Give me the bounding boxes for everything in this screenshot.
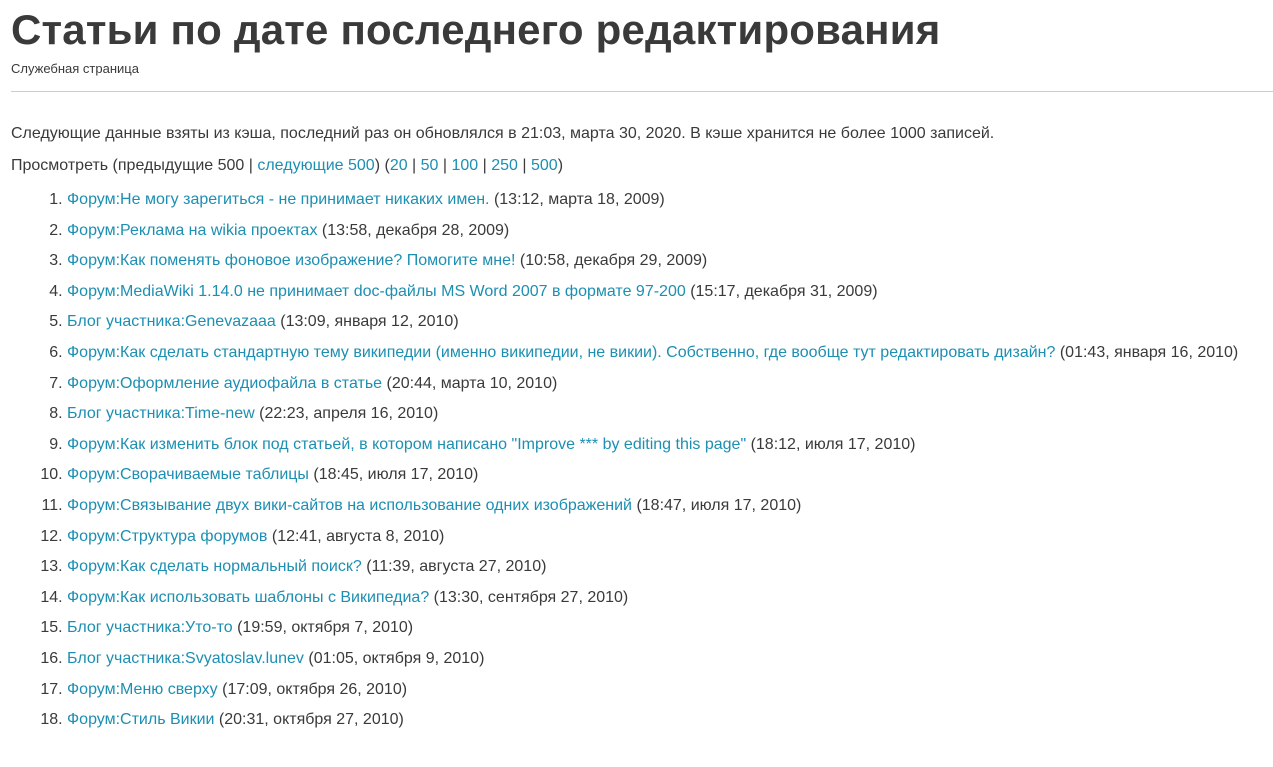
article-link[interactable]: Блог участника:Svyatoslav.lunev	[67, 649, 304, 667]
article-link[interactable]: Форум:Связывание двух вики-сайтов на использование одних изображений	[67, 496, 632, 514]
header-divider	[11, 91, 1273, 92]
limit-separator: |	[407, 157, 421, 174]
article-link[interactable]: Форум:Как изменить блок под статьей, в котором написано "Improve *** by editing this page"	[67, 435, 747, 453]
article-date: (13:12, марта 18, 2009)	[493, 191, 665, 208]
article-link[interactable]: Форум:Как сделать стандартную тему википедии (именно википедии, не викии). Собственно, где вообще тут редактировать дизайн?	[67, 343, 1056, 361]
article-date: (01:43, января 16, 2010)	[1059, 343, 1239, 361]
article-link[interactable]: Форум:Не могу зарегиться - не принимает никаких имен.	[67, 191, 490, 208]
limit-20-link[interactable]: 20	[389, 157, 408, 174]
limit-100-link[interactable]: 100	[451, 157, 479, 174]
article-date: (12:41, августа 8, 2010)	[271, 527, 445, 545]
article-date: (18:12, июля 17, 2010)	[750, 435, 916, 453]
pagination-mid: ) (	[374, 157, 390, 174]
limit-250-link[interactable]: 250	[491, 157, 518, 174]
article-date: (20:44, марта 10, 2010)	[386, 374, 558, 392]
list-item	[67, 583, 1273, 614]
article-link[interactable]: Форум:Меню сверху	[67, 680, 218, 698]
article-date: (11:39, августа 27, 2010)	[366, 558, 547, 576]
list-item	[67, 552, 1273, 583]
article-link[interactable]: Форум:Реклама на wikia проектах	[67, 221, 318, 239]
next-500-link[interactable]: следующие 500	[257, 157, 375, 174]
article-date: (13:58, декабря 28, 2009)	[321, 221, 510, 239]
article-date: (19:59, октября 7, 2010)	[237, 619, 414, 637]
list-item	[67, 675, 1273, 706]
limit-500-link[interactable]: 500	[531, 157, 558, 174]
list-item	[67, 613, 1273, 644]
page-title: Статьи по дате последнего редактирования	[11, 6, 941, 53]
article-list	[11, 185, 1273, 736]
article-link[interactable]: Форум:Сворачиваемые таблицы	[67, 466, 309, 484]
limit-50-link[interactable]: 50	[420, 157, 439, 174]
list-item	[67, 399, 1273, 430]
list-item	[67, 307, 1273, 338]
article-link[interactable]: Форум:Структура форумов	[67, 527, 268, 545]
article-date: (01:05, октября 9, 2010)	[308, 649, 485, 667]
pagination-suffix: )	[557, 157, 564, 174]
list-item	[67, 644, 1273, 675]
list-item	[67, 277, 1273, 308]
list-item	[67, 460, 1273, 491]
page-subtitle: Служебная страница	[11, 61, 139, 76]
list-item	[67, 246, 1273, 277]
article-link[interactable]: Форум:Как использовать шаблоны с Википедиа?	[67, 588, 430, 606]
article-date: (22:23, апреля 16, 2010)	[259, 405, 439, 423]
article-link[interactable]: Форум:MediaWiki 1.14.0 не принимает doc-файлы MS Word 2007 в формате 97-200	[67, 282, 686, 300]
list-item	[67, 338, 1273, 369]
list-item	[67, 369, 1273, 400]
article-date: (13:09, января 12, 2010)	[280, 313, 459, 331]
cache-notice: Следующие данные взяты из кэша, последний раз он обновлялся в 21:03, марта 30, 2020. В кэше хранится не более 1000 записей.	[11, 125, 995, 142]
list-item	[67, 522, 1273, 553]
limit-separator: |	[438, 157, 452, 174]
list-item	[67, 216, 1273, 247]
article-date: (15:17, декабря 31, 2009)	[690, 282, 878, 300]
list-item	[67, 491, 1273, 522]
article-date: (18:45, июля 17, 2010)	[313, 466, 479, 484]
article-link[interactable]: Форум:Стиль Викии	[67, 711, 215, 729]
article-link[interactable]: Форум:Оформление аудиофайла в статье	[67, 374, 383, 392]
list-item	[67, 430, 1273, 461]
article-link[interactable]: Блог участника:Уто-то	[67, 619, 233, 637]
article-date: (18:47, июля 17, 2010)	[636, 496, 802, 514]
article-date: (13:30, сентября 27, 2010)	[433, 588, 629, 606]
article-date: (20:31, октября 27, 2010)	[218, 711, 404, 729]
article-link[interactable]: Форум:Как сделать нормальный поиск?	[67, 558, 362, 576]
article-link[interactable]: Блог участника:Time-new	[67, 405, 255, 423]
list-item	[67, 705, 1273, 736]
limit-separator: |	[517, 157, 531, 174]
article-date: (17:09, октября 26, 2010)	[222, 680, 408, 698]
article-link[interactable]: Блог участника:Genevazaaa	[67, 313, 276, 331]
article-date: (10:58, декабря 29, 2009)	[519, 252, 708, 270]
article-link[interactable]: Форум:Как поменять фоновое изображение? Помогите мне!	[67, 252, 516, 270]
pagination-prefix: Просмотреть (предыдущие 500 |	[11, 157, 258, 174]
pagination-nav	[11, 150, 1273, 181]
list-item	[67, 185, 1273, 216]
limit-separator: |	[478, 157, 492, 174]
